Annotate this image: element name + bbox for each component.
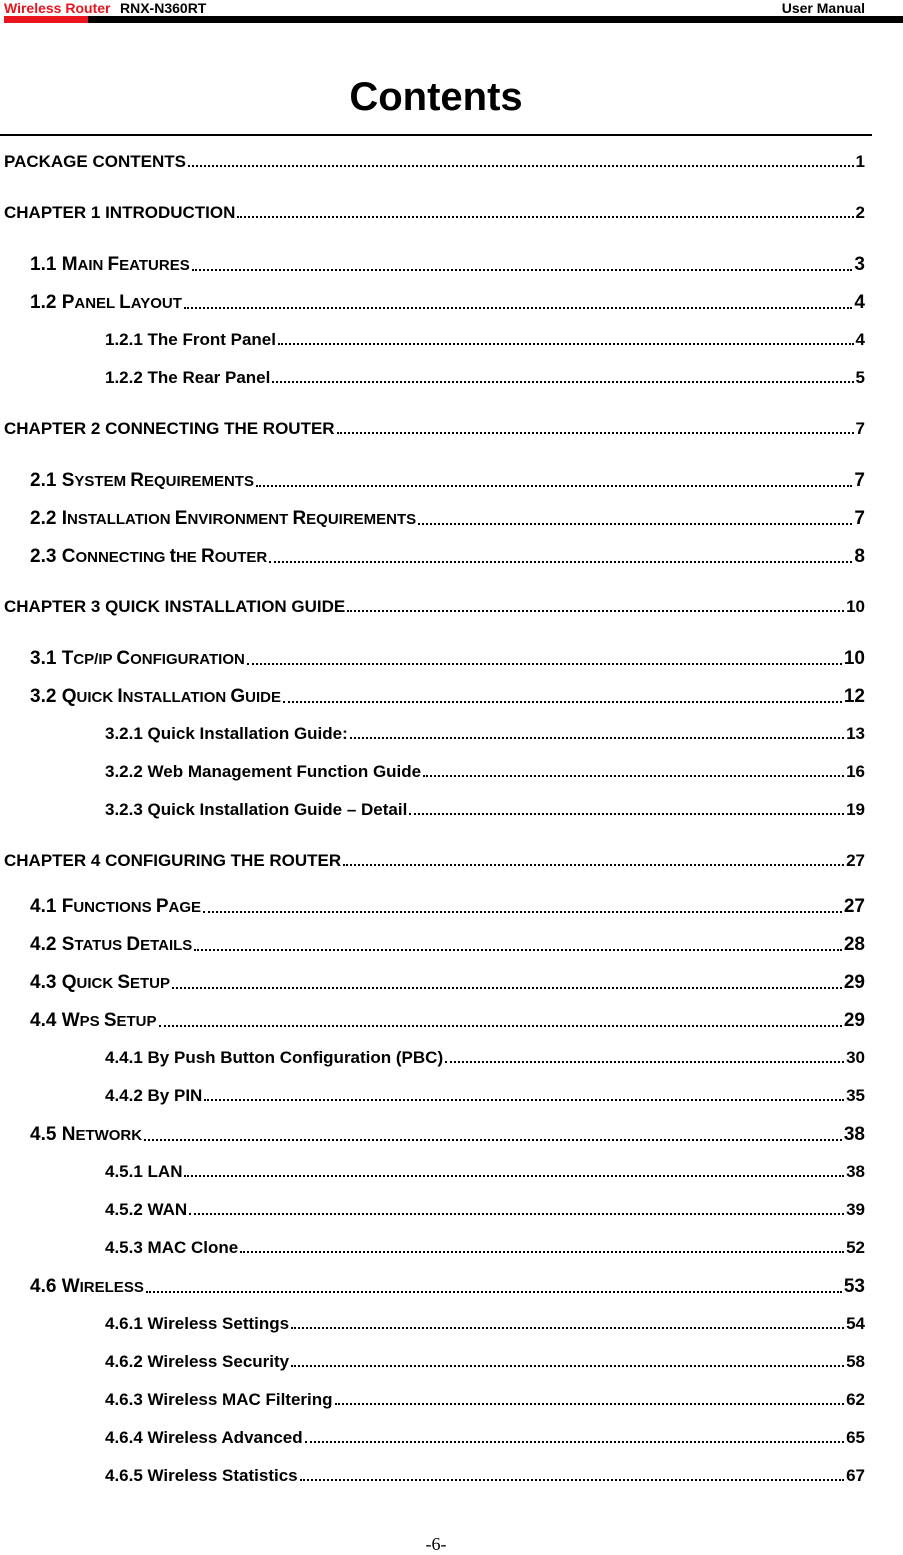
toc-dot-leader (203, 911, 842, 913)
toc-entry-page: 35 (846, 1086, 865, 1105)
toc-entry[interactable] (30, 934, 865, 956)
toc-entry-number: 2.1 (30, 470, 62, 491)
toc-dot-leader (146, 1291, 842, 1293)
toc-entry-page: 7 (854, 470, 865, 491)
toc-entry[interactable] (30, 972, 865, 994)
toc-dot-leader (240, 1251, 844, 1253)
toc-entry-label: CHAPTER 2 CONNECTING THE ROUTER (4, 419, 335, 438)
toc-entry[interactable] (30, 1124, 865, 1146)
toc-dot-leader (204, 1099, 844, 1101)
toc-dot-leader (350, 737, 844, 739)
toc-dot-leader (237, 216, 853, 218)
toc-entry-label: 4.6 WIRELESS (30, 1276, 144, 1297)
toc-entry-label: 2.2 INSTALLATION ENVIRONMENT REQUIREMENTS (30, 508, 417, 529)
toc-entry[interactable] (30, 686, 865, 708)
toc-entry[interactable] (30, 254, 865, 276)
toc-dot-leader (159, 1025, 842, 1027)
toc-entry-label: 2.1 SYSTEM REQUIREMENTS (30, 470, 254, 491)
toc-dot-leader (188, 165, 854, 167)
toc-entry-label: 3.2.3 Quick Installation Guide – Detail (105, 800, 408, 819)
toc-entry-page: 27 (846, 851, 865, 870)
toc-entry-label: 3.1 TCP/IP CONFIGURATION (30, 648, 245, 669)
toc-entry[interactable] (105, 1086, 865, 1106)
toc-entry-page: 67 (846, 1466, 865, 1485)
toc-entry[interactable] (105, 1352, 865, 1372)
toc-entry-label: CHAPTER 1 INTRODUCTION (4, 203, 236, 222)
toc-dot-leader (300, 1479, 844, 1481)
toc-entry-page: 58 (846, 1352, 865, 1371)
toc-dot-leader (423, 775, 844, 777)
toc-entry-label: 1.2.2 The Rear Panel (105, 368, 271, 387)
toc-dot-leader (269, 561, 852, 563)
toc-entry-page: 62 (846, 1390, 865, 1409)
toc-entry-page: 4 (854, 292, 865, 313)
toc-entry[interactable] (4, 152, 865, 172)
toc-entry[interactable] (4, 851, 865, 871)
toc-dot-leader (409, 813, 844, 815)
toc-entry-label: 4.5.1 LAN (105, 1162, 183, 1181)
toc-entry[interactable] (105, 1238, 865, 1258)
toc-entry-page: 30 (846, 1048, 865, 1067)
toc-entry[interactable] (30, 896, 865, 918)
toc-entry-number: 4.2 (30, 934, 62, 955)
toc-dot-leader (144, 1139, 842, 1141)
toc-entry[interactable] (30, 648, 865, 670)
toc-entry-page: 52 (846, 1238, 865, 1257)
toc-entry-label: 2.3 CONNECTING tHE ROUTER (30, 546, 268, 567)
toc-entry-label: PACKAGE CONTENTS (4, 152, 186, 171)
toc-entry-page: 39 (846, 1200, 865, 1219)
toc-entry[interactable] (105, 724, 865, 744)
toc-dot-leader (347, 610, 844, 612)
toc-entry[interactable] (30, 292, 865, 314)
toc-entry-page: 38 (843, 1124, 865, 1145)
toc-entry-page: 8 (854, 546, 865, 567)
toc-entry-page: 10 (843, 648, 865, 669)
toc-dot-leader (418, 523, 852, 525)
toc-entry-number: 2.2 (30, 508, 62, 529)
toc-entry-label: 3.2.1 Quick Installation Guide: (105, 724, 348, 743)
toc-entry-page: 19 (846, 800, 865, 819)
toc-entry-label: 4.5.3 MAC Clone (105, 1238, 239, 1257)
toc-entry[interactable] (30, 508, 865, 530)
page-header (0, 0, 903, 26)
toc-entry[interactable] (105, 1466, 865, 1486)
toc-entry-label: 4.4 WPS SETUP (30, 1010, 157, 1031)
toc-entry[interactable] (30, 1010, 865, 1032)
toc-entry-page: 27 (843, 896, 865, 917)
toc-entry[interactable] (30, 546, 865, 568)
toc-entry-page: 54 (846, 1314, 865, 1333)
toc-dot-leader (278, 343, 854, 345)
toc-dot-leader (194, 949, 842, 951)
toc-entry-page: 65 (846, 1428, 865, 1447)
toc-entry-page: 29 (843, 1010, 865, 1031)
toc-entry[interactable] (30, 1276, 865, 1298)
toc-entry-page: 2 (855, 203, 865, 222)
toc-dot-leader (184, 1175, 844, 1177)
toc-entry-label: CHAPTER 4 CONFIGURING THE ROUTER (4, 851, 342, 870)
toc-dot-leader (343, 864, 844, 866)
toc-dot-leader (189, 1213, 844, 1215)
toc-dot-leader (445, 1061, 844, 1063)
toc-dot-leader (337, 432, 854, 434)
header-manual: User Manual (781, 0, 865, 16)
toc-entry[interactable] (105, 1390, 865, 1410)
toc-dot-leader (256, 485, 852, 487)
toc-entry-label: 3.2.2 Web Management Function Guide (105, 762, 422, 781)
toc-entry-number: 4.4 (30, 1010, 62, 1031)
toc-entry-label: 4.2 STATUS DETAILS (30, 934, 193, 955)
toc-entry-number: 2.3 (30, 546, 62, 567)
toc-entry-number: 1.2 (30, 292, 62, 313)
toc-dot-leader (272, 381, 853, 383)
toc-entry-label: 4.6.4 Wireless Advanced (105, 1428, 303, 1447)
toc-dot-leader (283, 701, 842, 703)
toc-entry[interactable] (105, 762, 865, 782)
toc-entry-number: 4.3 (30, 972, 62, 993)
toc-entry-label: 4.1 FUNCTIONS PAGE (30, 896, 202, 917)
toc-entry[interactable] (4, 597, 865, 617)
toc-dot-leader (291, 1365, 844, 1367)
toc-entry-page: 29 (843, 972, 865, 993)
toc-entry-page: 10 (846, 597, 865, 616)
toc-entry-page: 38 (846, 1162, 865, 1181)
toc-dot-leader (192, 269, 853, 271)
toc-entry-label: CHAPTER 3 QUICK INSTALLATION GUIDE (4, 597, 346, 616)
toc-entry-number: 3.1 (30, 648, 62, 669)
toc-entry-label: 1.1 MAIN FEATURES (30, 254, 190, 275)
toc-entry-label: 4.5 NETWORK (30, 1124, 143, 1145)
toc-dot-leader (335, 1403, 845, 1405)
toc-entry[interactable] (105, 800, 865, 820)
toc-entry-page: 1 (855, 152, 865, 171)
toc-entry[interactable] (105, 1200, 865, 1220)
page-number: -6- (425, 1534, 447, 1554)
toc-entry-label: 4.5.2 WAN (105, 1200, 188, 1219)
toc-dot-leader (305, 1441, 844, 1443)
toc-entry[interactable] (105, 1048, 865, 1068)
page-title: Contents (349, 75, 523, 119)
toc-entry-page: 5 (855, 368, 865, 387)
toc-entry-page: 4 (855, 330, 865, 349)
toc-entry-page: 7 (854, 508, 865, 529)
toc-entry-label: 4.4.1 By Push Button Configuration (PBC) (105, 1048, 444, 1067)
header-accent-bar (4, 16, 88, 23)
toc-dot-leader (172, 987, 842, 989)
toc-entry-label: 4.6.5 Wireless Statistics (105, 1466, 298, 1485)
toc-entry-label: 1.2 PANEL LAYOUT (30, 292, 182, 313)
toc-entry-number: 4.6 (30, 1276, 62, 1297)
toc-entry-page: 13 (846, 724, 865, 743)
toc-entry-number: 4.5 (30, 1124, 62, 1145)
toc-entry-label: 4.4.2 By PIN (105, 1086, 203, 1105)
toc-entry[interactable] (105, 1162, 865, 1182)
toc-entry-number: 4.1 (30, 896, 62, 917)
toc-entry-page: 12 (843, 686, 865, 707)
toc-entry[interactable] (105, 330, 865, 350)
toc-entry-page: 3 (854, 254, 865, 275)
toc-entry[interactable] (4, 419, 865, 439)
toc-entry[interactable] (105, 1314, 865, 1334)
toc-entry[interactable] (4, 203, 865, 223)
toc-entry[interactable] (105, 368, 865, 388)
header-brand: Wireless Router (4, 0, 111, 16)
toc-entry[interactable] (105, 1428, 865, 1448)
toc-entry-page: 7 (855, 419, 865, 438)
toc-entry[interactable] (30, 470, 865, 492)
toc-entry-page: 28 (843, 934, 865, 955)
toc-entry-page: 53 (843, 1276, 865, 1297)
title-divider (0, 134, 872, 136)
toc-entry-number: 3.2 (30, 686, 62, 707)
toc-dot-leader (247, 663, 842, 665)
header-model: RNX-N360RT (120, 0, 207, 16)
toc-dot-leader (291, 1327, 844, 1329)
toc-entry-label: 4.6.2 Wireless Security (105, 1352, 290, 1371)
toc-entry-label: 1.2.1 The Front Panel (105, 330, 276, 349)
toc-entry-label: 4.3 QUICK SETUP (30, 972, 171, 993)
toc-entry-label: 4.6.1 Wireless Settings (105, 1314, 290, 1333)
toc-entry-label: 3.2 QUICK INSTALLATION GUIDE (30, 686, 281, 707)
toc-entry-number: 1.1 (30, 254, 62, 275)
toc-entry-label: 4.6.3 Wireless MAC Filtering (105, 1390, 333, 1409)
toc-entry-page: 16 (846, 762, 865, 781)
toc-dot-leader (184, 307, 853, 309)
header-rule (88, 16, 903, 23)
